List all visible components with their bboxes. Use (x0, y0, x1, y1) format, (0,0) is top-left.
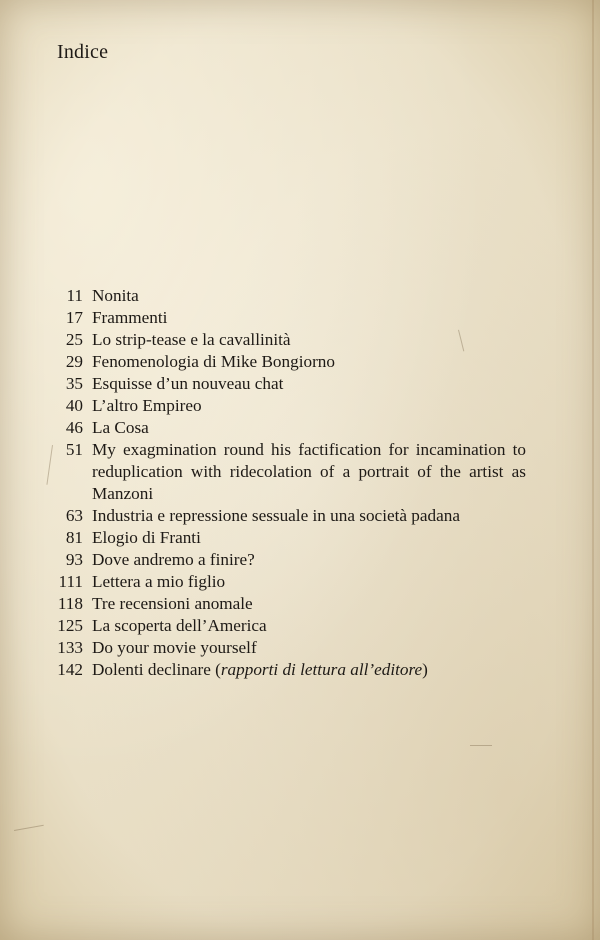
page-title: Indice (57, 41, 109, 63)
toc-page-number: 46 (65, 418, 83, 437)
toc-entry (40, 307, 526, 329)
toc-title: Lettera a mio figlio (92, 572, 226, 591)
toc-title: La Cosa (92, 418, 149, 437)
toc-page-number: 125 (57, 616, 83, 635)
toc-page-number: 17 (65, 308, 83, 327)
toc-entry (40, 505, 526, 527)
toc-page-number: 63 (65, 506, 83, 525)
toc-title-main: Dolenti declinare (92, 660, 211, 679)
toc-entry (40, 549, 526, 571)
page-edge-line (592, 0, 594, 940)
toc-entry (40, 351, 526, 373)
toc-entry (40, 571, 526, 593)
toc-page-number: 111 (58, 572, 83, 591)
toc-title: Tre recensioni anomale (92, 594, 253, 613)
toc-title: Nonita (92, 286, 139, 305)
toc-entry (40, 659, 526, 681)
toc-entry (40, 285, 526, 307)
toc-title: Lo strip-tease e la cavallinità (92, 330, 291, 349)
toc-title: My exagmination round his factification for incamination to reduplication with ridecolation of a portrait of the artist as Manzoni (92, 440, 526, 503)
toc-entry (40, 439, 526, 505)
toc-page-number: 133 (57, 638, 83, 657)
toc-title: Dove andremo a finire? (92, 550, 255, 569)
toc-title: Industria e repressione sessuale in una società padana (92, 506, 460, 525)
toc-page-number: 51 (65, 440, 83, 459)
toc-page-number: 40 (65, 396, 83, 415)
toc-title: Esquisse d’un nouveau chat (92, 374, 284, 393)
toc-page-number: 25 (65, 330, 83, 349)
toc-entry (40, 417, 526, 439)
toc-entry (40, 373, 526, 395)
toc-entry (40, 527, 526, 549)
toc-page-number: 142 (57, 660, 83, 679)
toc-title-paren-close: ) (422, 660, 428, 679)
toc-title: La scoperta dell’America (92, 616, 267, 635)
toc-title: L’altro Empireo (92, 396, 202, 415)
toc-page-number: 93 (65, 550, 83, 569)
toc-title: Fenomenologia di Mike Bongiorno (92, 352, 335, 371)
toc-title (92, 659, 526, 681)
toc-entry (40, 395, 526, 417)
toc-entry (40, 637, 526, 659)
toc-entry (40, 329, 526, 351)
toc-title: Do your movie yourself (92, 638, 257, 657)
toc-title-paren-open: ( (210, 660, 221, 679)
toc-page-number: 118 (57, 594, 83, 613)
toc-page-number: 35 (65, 374, 83, 393)
toc-entry (40, 593, 526, 615)
toc-title-subtitle: rapporti di lettura all’editore (220, 660, 423, 679)
paper-crease (14, 825, 44, 831)
toc-entry (40, 615, 526, 637)
toc-page-number: 11 (66, 286, 83, 305)
paper-crease (470, 745, 492, 746)
toc-page-number: 29 (65, 352, 83, 371)
table-of-contents (40, 285, 526, 681)
toc-title: Elogio di Franti (92, 528, 201, 547)
toc-title: Frammenti (92, 308, 168, 327)
toc-page-number: 81 (65, 528, 83, 547)
